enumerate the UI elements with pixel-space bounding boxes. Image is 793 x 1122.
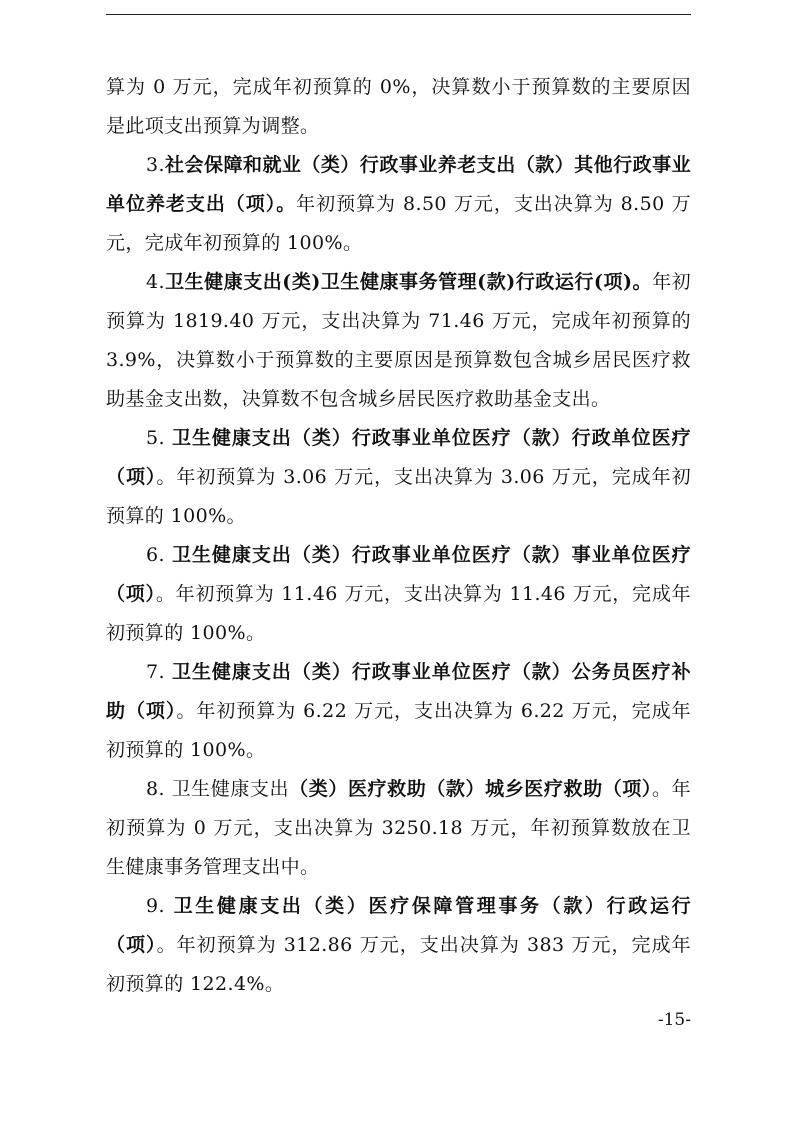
item-number: 8. 卫生健康支出	[146, 778, 290, 800]
item-number: 9.	[146, 895, 174, 917]
paragraph-item-5	[106, 419, 691, 536]
paragraph-item-8	[106, 770, 691, 887]
item-number: 7.	[146, 661, 172, 683]
item-heading: 卫生健康支出（类）医疗保障管理事务（款）行政运行（项）	[106, 895, 691, 956]
item-heading: 卫生健康支出(类)卫生健康事务管理(款)行政运行(项)。	[164, 271, 653, 293]
item-number: 6.	[146, 544, 172, 566]
item-body: 年初预算为 8.50 万元，支出决算为 8.50 万元，完成年初预算的 100%。	[106, 193, 691, 254]
item-body: 。年初预算为 3.06 万元，支出决算为 3.06 万元，完成年初预算的 100%。	[106, 466, 691, 527]
paragraph-continuation	[106, 68, 691, 146]
paragraph-item-4	[106, 263, 691, 419]
item-heading: 社会保障和就业（类）行政事业养老支出（款）其他行政事业单位养老支出（项）。	[106, 154, 691, 215]
item-heading: （类）医疗救助（款）城乡医疗救助（项）	[289, 778, 652, 800]
page-number: -15-	[657, 1010, 691, 1030]
item-number: 4.	[146, 271, 165, 293]
item-body: 。年初预算为 312.86 万元，支出决算为 383 万元，完成年初预算的 122.4%。	[106, 934, 692, 995]
document-body	[106, 68, 691, 1004]
item-number: 5.	[146, 427, 172, 449]
paragraph-item-9	[106, 887, 691, 1004]
header-rule	[106, 14, 691, 15]
paragraph-item-6	[106, 536, 691, 653]
item-body: 年初预算为 1819.40 万元，支出决算为 71.46 万元，完成年初预算的 3.9%，决算数小于预算数的主要原因是预算数包含城乡居民医疗救助基金支出数，决算数不包含城乡居民医疗救助基金支出。	[106, 271, 691, 410]
item-number: 3.	[146, 154, 165, 176]
paragraph-item-7	[106, 653, 691, 770]
item-heading: 卫生健康支出（类）行政事业单位医疗（款）事业单位医疗（项）	[106, 544, 691, 605]
item-heading: 卫生健康支出（类）行政事业单位医疗（款）行政单位医疗（项）	[106, 427, 691, 488]
item-body: 。年初预算为 6.22 万元，支出决算为 6.22 万元，完成年初预算的 100%。	[106, 700, 691, 761]
item-heading: 卫生健康支出（类）行政事业单位医疗（款）公务员医疗补助（项）	[106, 661, 691, 722]
item-body: 。年初预算为 0 万元，支出决算为 3250.18 万元，年初预算数放在卫生健康事务管理支出中。	[106, 778, 691, 878]
item-body: 。年初预算为 11.46 万元，支出决算为 11.46 万元，完成年初预算的 100%。	[106, 583, 691, 644]
paragraph-item-3	[106, 146, 691, 263]
paragraph-text: 算为 0 万元，完成年初预算的 0%，决算数小于预算数的主要原因是此项支出预算为调整。	[106, 76, 691, 137]
